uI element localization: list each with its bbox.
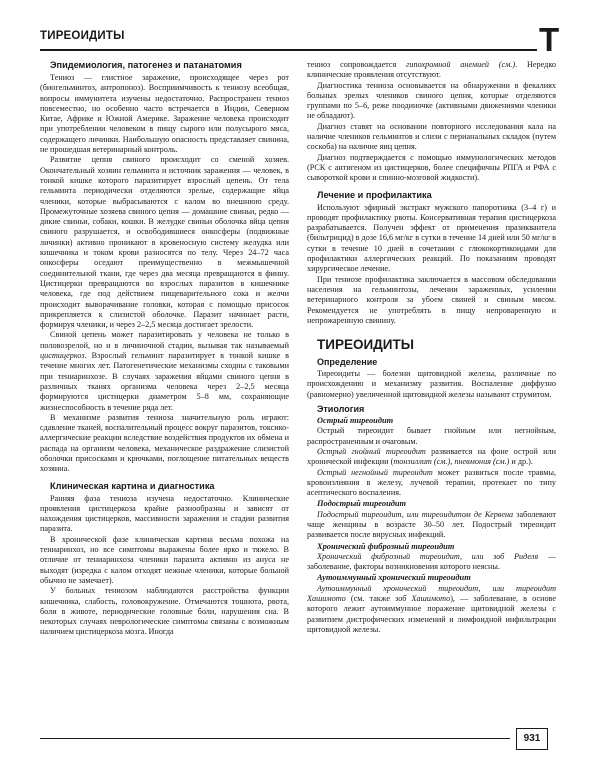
paragraph: Тениоз — глистное заражение, происходящее через рот (биогельминтоз, антропоноз). Восприимчивость к тениозу всеобщая, вопросы иммунитета изучены недостаточно. Распространен тениоз повсеместно, но особенно часто встречается в Индии, Северном Китае, Африке и Южной Америке. Заражение человека происходит при употреблении человеком в пищу сырого или полусырого мяса, содержащего личинки. Наибольшую опасность представляет свинина, не прошедшая ветеринарный контроль. (40, 73, 289, 155)
paragraph: В механизме развития тениоза значительную роль играют: сдавление тканей, воспалительный процесс вокруг паразитов, токсико-аллергические реакции вследствие воздействия продуктов их обмена и распада на организм человека, механическое раздражение слизистой оболочки присосками и крючками, поглощение питательных веществ хозяина. (40, 412, 289, 474)
heading-clinical: Клиническая картина и диагностика (50, 480, 215, 491)
paragraph: Аутоиммунный хронический тиреоидит, или тиреоидит Хашимото (см. также зоб Хашимото), — заболевание, в основе которого лежит аутоиммунное поражение щитовидной железы с развитием дистрофических изменений и лимфоидной инфильтрации щитовидной железы. (307, 583, 557, 634)
paragraph: При тениозе профилактика заключается в массовом обследовании населения на гельминтозы, лечении зараженных, усилении ветеринарного контроля за убоем свиней и свиным мясом. Рекомендуется не употреблять в пищу непроваренную и непрожаренную свинину. (307, 274, 556, 325)
subheading-subacute: Подострый тиреоидит (317, 499, 407, 509)
paragraph: Развитие цепня свиного происходит со сменой хозяев. Окончательный хозяин гельминта и источник заражения — человек, в тонкой кишке которого паразитирует взрослый цепень. От тела гельминта периодически отделяются зрелые, содержащие яйца членики, которые выбрасываются с калом во внешнюю среду. Промежуточные хозяева свиного цепня — домашние свиньи, редко — дикие свиньи, собаки, кошки. В желудке свиньи оболочка яйца цепня свиного разрушается, и освободившиеся онкосферы (подвижные личинки) активно проникают в кровеносную систему желудка или кишечника и током крови разносятся по телу. Через 24–72 часа онкосферы оседают преимущественно в межмышечной соединительной ткани, где через два месяца превращаются в финну. Цистицерки превращаются во взрослых паразитов в кишечнике человека, где под действием пищеварительного сока и желчи происходит выворачивание головки, которая с помощью присосок прикрепляется к слизистой оболочке. Паразит начинает расти, формируя членики, и через 2–2,5 месяца достигает зрелости. (40, 155, 289, 330)
subheading-chronic: Хронический фиброзный тиреоидит (317, 541, 455, 551)
paragraph: Подострый тиреоидит, или тиреоидитом де Кервена заболевают чаще женщины в возрасте 30–50 лет. Подострый тиреоидит развивается после вирусных инфекций. (307, 509, 556, 540)
paragraph: Острый тиреоидит бывает гнойным или негнойным, распространенным и очаговым. (307, 426, 556, 446)
running-header: ТИРЕОИДИТЫ (40, 30, 125, 42)
paragraph: У больных тениозом наблюдаются расстройства функции кишечника, слабость, головокружение. Отмечаются тошнота, рвота, боли в животе, периодические головные боли, нарушения сна. В некоторых случаях неврологические симптомы связаны с возможным наличием цистицеркоза мозга. Иногда (40, 586, 289, 637)
paragraph: Диагностика тениоза основывается на обнаружении в фекалиях больных зрелых члеников свиного цепня, которые отделяются группами по 5–6, реже поодиночке (активными движениями членики не обладают). (307, 80, 556, 121)
footer-divider (40, 738, 510, 739)
paragraph: Ранняя фаза тениоза изучена недостаточно. Клинические проявления цистицеркоза крайне разнообразны и зависят от нахождения цистицерков, массивности заражения и стадии развития паразита. (40, 493, 289, 534)
paragraph: Используют эфирный экстракт мужского папоротника (3–4 г) и проводят профилактику рвоты. Консервативная терапия цистицеркоза разрабатывается. Получен эффект от применения празиквантела (бильтрицид) в дозе 16,6 мг/кг в сутки в течение 14 дней или 50 мг/кг в сутки в течение 10 дней в сочетании с глюкокортикоидами для профилактики аллергических реакций. По показаниям проводят хирургическое лечение. (307, 202, 556, 274)
right-column (307, 60, 556, 635)
paragraph: Хронический фиброзный тиреоидит, или зоб Риделя — заболевание, факторы возникновения которого неясны. (307, 551, 557, 572)
section-letter: Т (539, 21, 560, 58)
subheading-acute: Острый тиреоидит (317, 416, 394, 426)
heading-etiology: Этиология (317, 404, 365, 415)
paragraph: Свиной цепень может паразитировать у человека не только в половозрелой, но и в личиночной стадии, вызывая так называемый цистицеркоз. Взрослый гельминт паразитирует в тонкой кишке в течение многих лет. Патогенетические механизмы сходны с таковыми при тениаринхозе. В случаях заражения яйцами свиного цепня в различных тканях организма человека через 2–2,5 месяца формируются цистицерки диаметром 5–8 мм, сохраняющие жизнеспособность в течение ряда лет. (40, 330, 289, 412)
paragraph: Тиреоидиты — болезни щитовидной железы, различные по происхождению и механизму развития. Воспаление диффузно (равномерно) увеличенной щитовидной железы называют струмитом. (307, 369, 556, 399)
paragraph: Диагноз подтверждается с помощью иммунологических методов (РСК с антигеном из цистицерков, более специфичны РПГА и РФА с сывороткой крови и спинно-мозговой жидкости). (307, 152, 556, 183)
paragraph: тениоз сопровождается гипохромной анемией (см.). Нередко клинические проявления отсутствуют. (307, 60, 556, 80)
heading-definition: Определение (317, 357, 378, 368)
paragraph: Острый негнойный тиреоидит может развиться после травмы, кровоизлияния в железу, лучевой терапии, протекает по типу асептического воспаления. (307, 467, 556, 498)
header-divider (40, 49, 537, 51)
paragraph: В хронической фазе клиническая картина весьма похожа на тениаринхоз, но все симптомы выражены более ярко и тяжело. В отличие от тениаринхоза членики паразита активно из ануса не выходят (изредка с калом отходят нежные членики, которые больной обычно не замечает). (40, 534, 289, 585)
paragraph: Диагноз ставят на основании повторного исследования кала на наличие члеников гельминтов и слизи с перианальных складок (путем соскоба) на наличие яиц цепня. (307, 121, 556, 152)
left-column (40, 60, 289, 638)
paragraph: Острый гнойный тиреоидит развивается на фоне острой или хронической инфекции (тонзиллит (см.), пневмония (см.) и др.). (307, 446, 556, 467)
heading-treatment: Лечение и профилактика (317, 189, 432, 200)
subheading-autoimmune: Аутоиммунный хронический тиреоидит (317, 573, 471, 583)
heading-epidemiology: Эпидемиология, патогенез и патанатомия (50, 60, 242, 70)
page-number: 931 (516, 728, 548, 750)
article-title: ТИРЕОИДИТЫ (317, 337, 414, 353)
